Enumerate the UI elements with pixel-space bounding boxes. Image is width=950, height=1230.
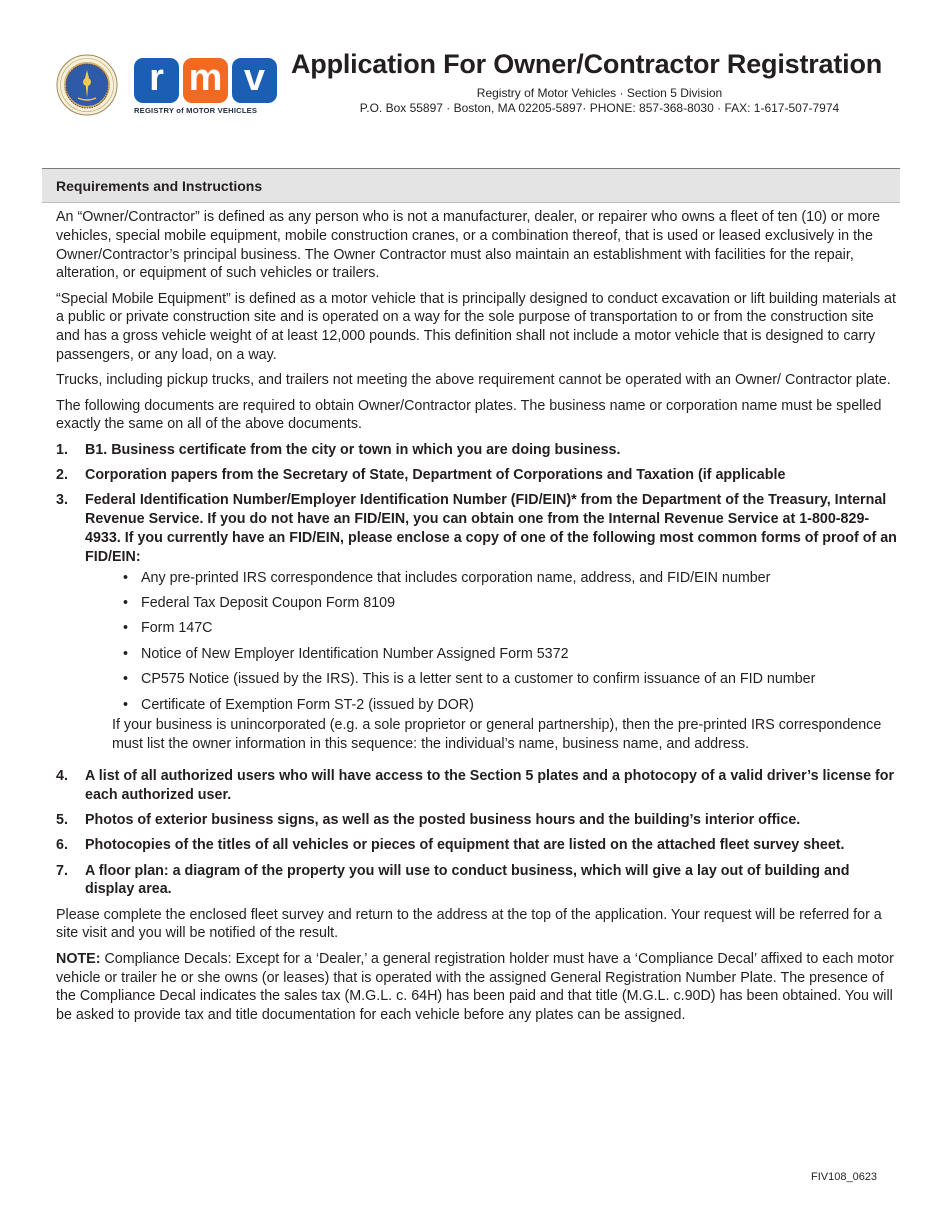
requirement-text: B1. Business certificate from the city or town in which you are doing business. [85,441,621,458]
massachusetts-seal-icon [56,54,118,116]
fid-proof-text: CP575 Notice (issued by the IRS). This is a letter sent to a customer to confirm issuance of an FID number [141,671,816,688]
requirement-number: 5. [56,811,68,828]
fid-proof-text: Certificate of Exemption Form ST-2 (issued by DOR) [141,696,474,713]
requirement-text: Federal Identification Number/Employer Identification Number (FID/EIN)* from the Department of the Treasury, Internal Revenue Service. If you do not have an FID/EIN, you can obtain one from the Internal Revenue Service at 1-800-829-4933. If you currently have an FID/EIN, please enclose a copy of one of the following most common forms of proof of an FID/EIN: [85,492,897,565]
requirements-list [56,441,901,899]
rmv-logo [134,58,279,120]
unincorporated-note: If your business is unincorporated (e.g. a sole proprietor or general partnership), then the pre-printed IRS correspondence must list the owner information in this sequence: the individual’s name, business name, and address. [112,717,882,753]
requirement-number: 4. [56,767,68,784]
fid-proof-text: Any pre-printed IRS correspondence that includes corporation name, address, and FID/EIN number [141,569,771,586]
requirement-text: Photos of exterior business signs, as well as the posted business hours and the building’s interior office. [85,811,801,828]
requirement-text: A floor plan: a diagram of the property you will use to conduct business, which will give a lay out of building and display area. [85,862,850,898]
list-item: • Notice of New Employer Identification Number Assigned Form 5372 [122,645,569,662]
fid-proof-text: Federal Tax Deposit Coupon Form 8109 [141,594,396,611]
division-line: Registry of Motor Vehicles · Section 5 Division [476,86,723,100]
closing-paragraph: Please complete the enclosed fleet survey and return to the address at the top of the application. Your request will be referred for a site visit and you will be notified of the result. [56,906,882,942]
requirement-number: 3. [56,492,68,509]
requirement-item [56,862,901,900]
note-label: NOTE: [56,950,101,967]
note-text: Compliance Decals: Except for a ‘Dealer,’ a general registration holder must have a ‘Compliance Decal’ affixed to each motor vehicle or trailer he or she owns (or leases) that is operated with the assigned General Registration Number Plate. The presence of the Compliance Decal indicates the sales tax (M.G.L. c. 64H) has been paid and that title (M.G.L. c.90D) has been obtained. You will be asked to provide tax and title documentation for each vehicle before any plates can be assigned. [56,950,894,1024]
section-header [42,168,900,203]
intro-paragraph: “Special Mobile Equipment” is defined as a motor vehicle that is principally designed to conduct excavation or lift building materials at a public or private construction site and is operated on a way for the sole purpose of transportation to or from the construction site and has a gross vehicle weight of at least 12,000 pounds. This definition shall not include a motor vehicle that is designed to carry passengers, or any load, on a way. [56,290,896,364]
requirement-text: Corporation papers from the Secretary of State, Department of Corporations and Taxation (if applicable [85,467,786,484]
requirement-item [56,466,901,485]
requirement-item [56,441,901,460]
intro-paragraph: The following documents are required to obtain Owner/Contractor plates. The business name or corporation name must be spelled exactly the same on all of the above documents. [56,397,882,433]
section-title: Requirements and Instructions [56,178,263,194]
note-paragraph [56,950,901,1025]
fid-proof-list [85,569,901,715]
requirement-number: 1. [56,441,68,458]
requirement-item [56,836,901,855]
contact-line: P.O. Box 55897 · Boston, MA 02205-5897· PHONE: 857-368-8030 · FAX: 1-617-507-7974 [359,101,840,115]
instructions-body [56,208,901,1031]
page-header [0,0,950,130]
list-item: • CP575 Notice (issued by the IRS). This is a letter sent to a customer to confirm issuance of an FID number [122,671,816,688]
fid-proof-text: Notice of New Employer Identification Number Assigned Form 5372 [141,645,569,662]
list-item: • Certificate of Exemption Form ST-2 (issued by DOR) [122,696,474,713]
rmv-letter-v: v [232,58,277,103]
requirement-text: A list of all authorized users who will have access to the Section 5 plates and a photocopy of a valid driver’s license for each authorized user. [85,767,895,803]
intro-paragraph: An “Owner/Contractor” is defined as any person who is not a manufacturer, dealer, or repairer who owns a fleet of ten (10) or more vehicles, special mobile equipment, mobile construction cranes, or a combination thereof, that is used or leased exclusively in the Owner/Contractor’s principal business. The Owner Contractor must also maintain an establishment with facilities for the repair, alteration, or equipment of such vehicles or trailers. [56,209,881,282]
requirement-item [56,811,901,830]
requirement-number: 7. [56,862,68,879]
rmv-letter-m: m [183,58,228,103]
requirement-text: Photocopies of the titles of all vehicles or pieces of equipment that are listed on the attached fleet survey sheet. [85,837,845,854]
list-item: • Any pre-printed IRS correspondence that includes corporation name, address, and FID/EIN number [122,569,771,586]
intro-paragraph: Trucks, including pickup trucks, and trailers not meeting the above requirement cannot be operated with an Owner/ Contractor plate. [56,372,891,389]
list-item: • Form 147C [122,620,213,637]
requirement-item [56,491,901,760]
requirement-number: 6. [56,837,68,854]
page-title: Application For Owner/Contractor Registration [291,49,883,79]
requirement-number: 2. [56,467,68,484]
list-item: • Federal Tax Deposit Coupon Form 8109 [122,594,396,611]
form-code: FIV108_0623 [811,1171,878,1183]
fid-proof-text: Form 147C [141,620,213,637]
rmv-letter-r: r [134,58,179,103]
rmv-tagline: REGISTRY of MOTOR VEHICLES [134,106,258,115]
requirement-item [56,767,901,805]
